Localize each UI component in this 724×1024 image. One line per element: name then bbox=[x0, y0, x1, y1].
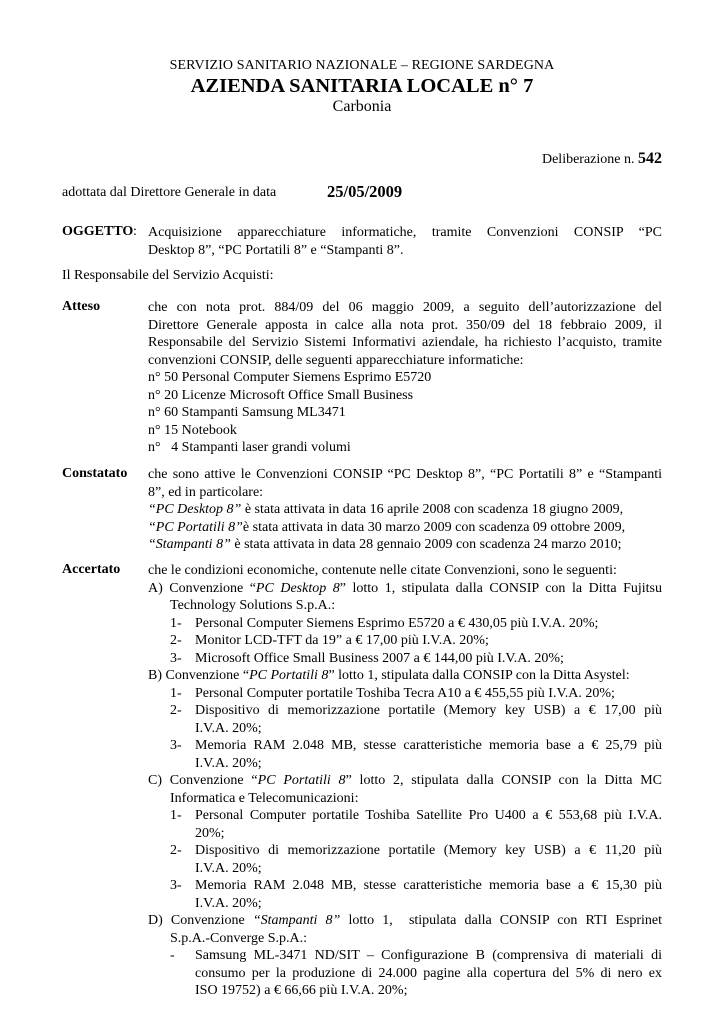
price-item: 2- Monitor LCD-TFT da 19” a € 17,00 più I.V.A. 20%; bbox=[170, 633, 489, 648]
deliberazione-label: Deliberazione n. bbox=[541, 152, 635, 167]
oggetto-colon: : bbox=[133, 224, 137, 239]
accertato-intro: che le condizioni economiche, contenute nelle citate Convenzioni, sono le seguenti: bbox=[148, 563, 617, 578]
price-item: - Samsung ML-3471 ND/SIT – Configurazione B (comprensiva di materiali di consumo per la produzione di 24.000 pagine alla copertura del 5% di nero ex ISO 19752) a € 66,66 più I.V.A. 20%; bbox=[170, 948, 662, 998]
constatato-line: che sono attive le Convenzioni CONSIP “PC Desktop 8”, “PC Portatili 8” e “Stampanti bbox=[148, 467, 662, 482]
constatato-label: Constatato bbox=[62, 466, 128, 481]
price-item: 3- Memoria RAM 2.048 MB, stesse caratteristiche memoria base a € 15,30 più I.V.A. 20%; bbox=[170, 878, 662, 911]
constatato-block bbox=[148, 466, 662, 554]
oggetto-text bbox=[148, 224, 662, 259]
atteso-line: che con nota prot. 884/09 del 06 maggio 2009, a seguito dell’autorizzazione del bbox=[148, 300, 662, 315]
atteso-item: n° 4 Stampanti laser grandi volumi bbox=[148, 440, 351, 455]
atteso-line: Direttore Generale apposta in calce alla nota prot. 350/09 del 18 febbraio 2009, il bbox=[148, 317, 662, 333]
adoption-date: 25/05/2009 bbox=[327, 182, 403, 201]
atteso-item: n° 60 Stampanti Samsung ML3471 bbox=[148, 405, 346, 420]
price-item: 2- Dispositivo di memorizzazione portatile (Memory key USB) a € 17,00 più I.V.A. 20%; bbox=[170, 703, 662, 736]
responsabile-line: Il Responsabile del Servizio Acquisti: bbox=[62, 268, 274, 283]
adoption-label: adottata dal Direttore Generale in data bbox=[62, 185, 277, 200]
price-item: 2- Dispositivo di memorizzazione portatile (Memory key USB) a € 11,20 più I.V.A. 20%; bbox=[170, 843, 662, 876]
atteso-line: Responsabile del Servizio Sistemi Informativi aziendale, ha richiesto l’acquisto, tramite bbox=[148, 335, 662, 350]
convenzione-c-supplier: Informatica e Telecomunicazioni: bbox=[170, 790, 359, 806]
convenzione-status-text: è stata attivata in data 16 aprile 2008 con scadenza 18 giugno 2009, bbox=[241, 502, 624, 517]
convenzione-a-heading: A) Convenzione “PC Desktop 8” lotto 1, stipulata dalla CONSIP con la Ditta Fujitsu bbox=[148, 580, 663, 596]
convenzione-status-text: è stata attivata in data 30 marzo 2009 con scadenza 09 ottobre 2009, bbox=[242, 519, 626, 535]
convenzione-status bbox=[148, 536, 662, 554]
convenzione-d-heading: D) Convenzione “Stampanti 8” lotto 1, stipulata dalla CONSIP con RTI Esprinet bbox=[148, 913, 662, 928]
header-city: Carbonia bbox=[332, 98, 392, 115]
convenzione-name: “PC Portatili 8” bbox=[148, 519, 243, 535]
deliberazione-number bbox=[542, 150, 662, 168]
atteso-block bbox=[148, 299, 662, 457]
convenzione-c-heading: C) Convenzione “PC Portatili 8” lotto 2, stipulata dalla CONSIP con la Ditta MC bbox=[148, 773, 662, 788]
deliberazione-value: 542 bbox=[638, 150, 662, 167]
price-item: 1- Personal Computer portatile Toshiba Tecra A10 a € 455,55 più I.V.A. 20%; bbox=[170, 685, 615, 701]
convenzione-d-supplier: S.p.A.-Converge S.p.A.: bbox=[170, 930, 308, 946]
convenzione-a-supplier: Technology Solutions S.p.A.: bbox=[170, 598, 336, 613]
atteso-line: convenzioni CONSIP, delle seguenti apparecchiature informatiche: bbox=[148, 352, 524, 368]
price-item: 1- Personal Computer portatile Toshiba Satellite Pro U400 a € 553,68 più I.V.A. 20%; bbox=[170, 808, 662, 841]
convenzione-b-heading: B) Convenzione “PC Portatili 8” lotto 1, stipulata dalla CONSIP con la Ditta Asystel: bbox=[148, 668, 630, 683]
header-line-1: SERVIZIO SANITARIO NAZIONALE – REGIONE SARDEGNA bbox=[169, 58, 555, 73]
atteso-item: n° 50 Personal Computer Siemens Esprimo E5720 bbox=[148, 370, 432, 385]
price-item: 1- Personal Computer Siemens Esprimo E5720 a € 430,05 più I.V.A. 20%; bbox=[170, 615, 599, 631]
oggetto-line-2: Desktop 8”, “PC Portatili 8” e “Stampanti 8”. bbox=[148, 242, 404, 258]
convenzione-status bbox=[148, 501, 662, 519]
constatato-line: 8”, ed in particolare: bbox=[148, 484, 264, 500]
convenzione-name: “PC Desktop 8” bbox=[148, 502, 242, 517]
convenzione-name: “Stampanti 8” bbox=[148, 537, 231, 552]
oggetto-line-1: Acquisizione apparecchiature informatiche, tramite Convenzioni CONSIP “PC bbox=[148, 225, 662, 240]
price-item: 3- Microsoft Office Small Business 2007 a € 144,00 più I.V.A. 20%; bbox=[170, 650, 564, 666]
atteso-item: n° 15 Notebook bbox=[148, 422, 237, 438]
atteso-label: Atteso bbox=[62, 299, 101, 314]
price-item: 3- Memoria RAM 2.048 MB, stesse caratteristiche memoria base a € 25,79 più I.V.A. 20%; bbox=[170, 738, 662, 771]
convenzione-status-text: è stata attivata in data 28 gennaio 2009 con scadenza 24 marzo 2010; bbox=[230, 537, 622, 552]
header-title: AZIENDA SANITARIA LOCALE n° 7 bbox=[190, 75, 534, 97]
atteso-item: n° 20 Licenze Microsoft Office Small Business bbox=[148, 387, 414, 403]
convenzione-status bbox=[148, 519, 662, 537]
oggetto-label: OGGETTO bbox=[62, 224, 134, 239]
accertato-label: Accertato bbox=[62, 562, 121, 577]
accertato-block bbox=[148, 562, 662, 1000]
